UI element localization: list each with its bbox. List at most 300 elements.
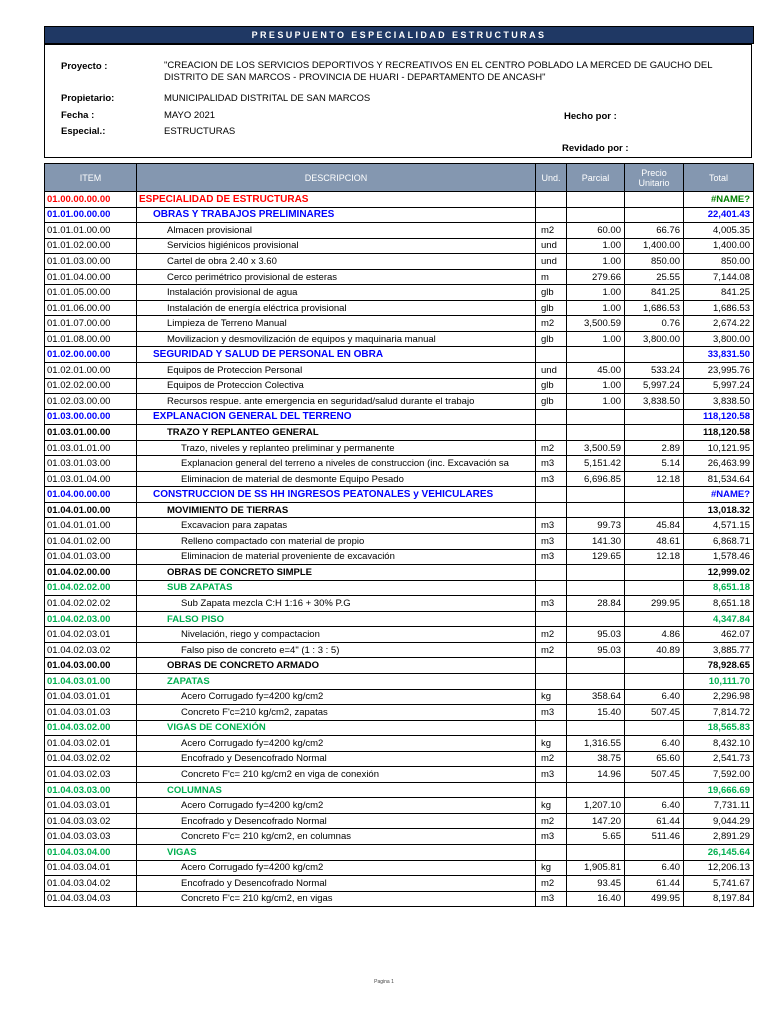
item-cell: 01.02.01.00.00 xyxy=(45,363,137,379)
unit-cell: m3 xyxy=(536,534,567,550)
column-header-precio-unitario: Precio Unitario xyxy=(625,164,684,192)
item-cell: 01.02.00.00.00 xyxy=(45,347,137,363)
parcial-cell: 95.03 xyxy=(567,642,625,658)
precio-unitario-cell: 533.24 xyxy=(625,363,684,379)
description-cell: Eliminacion de material de desmonte Equipo Pesado xyxy=(137,471,536,487)
description-cell: Servicios higiénicos provisional xyxy=(137,238,536,254)
table-row xyxy=(45,502,754,518)
total-cell: 8,197.84 xyxy=(684,891,754,907)
item-cell: 01.04.03.01.00 xyxy=(45,673,137,689)
precio-unitario-cell: 3,800.00 xyxy=(625,331,684,347)
description-cell: MOVIMIENTO DE TIERRAS xyxy=(137,502,536,518)
parcial-cell xyxy=(567,565,625,581)
total-cell: 9,044.29 xyxy=(684,813,754,829)
description-cell: Falso piso de concreto e=4" (1 : 3 : 5) xyxy=(137,642,536,658)
table-row xyxy=(45,829,754,845)
unit-cell: m3 xyxy=(536,518,567,534)
parcial-cell: 279.66 xyxy=(567,269,625,285)
table-row xyxy=(45,207,754,223)
item-cell: 01.03.01.00.00 xyxy=(45,425,137,441)
unit-cell xyxy=(536,720,567,736)
item-cell: 01.04.02.02.02 xyxy=(45,596,137,612)
total-cell: 462.07 xyxy=(684,627,754,643)
total-cell: 4,571.15 xyxy=(684,518,754,534)
parcial-cell: 1.00 xyxy=(567,238,625,254)
unit-cell: kg xyxy=(536,736,567,752)
item-cell: 01.04.00.00.00 xyxy=(45,487,137,503)
unit-cell xyxy=(536,487,567,503)
description-cell: Encofrado y Desencofrado Normal xyxy=(137,751,536,767)
total-cell: 4,347.84 xyxy=(684,611,754,627)
parcial-cell: 1.00 xyxy=(567,285,625,301)
fecha-value: MAYO 2021 xyxy=(164,110,216,121)
total-cell: 5,741.67 xyxy=(684,876,754,892)
item-cell: 01.01.08.00.00 xyxy=(45,331,137,347)
precio-unitario-cell xyxy=(625,580,684,596)
column-header-total: Total xyxy=(684,164,754,192)
proyecto-value: "CREACION DE LOS SERVICIOS DEPORTIVOS Y RECREATIVOS EN EL CENTRO POBLADO LA MERCED DE GAUCHO DEL DISTRITO DE SAN MARCOS - PROVINCIA DE HUARI - DEPARTAMENTO DE ANCASH" xyxy=(164,60,713,83)
table-row xyxy=(45,331,754,347)
table-row xyxy=(45,658,754,674)
table-row xyxy=(45,285,754,301)
total-cell: 26,145.64 xyxy=(684,844,754,860)
unit-cell: m3 xyxy=(536,596,567,612)
table-row xyxy=(45,844,754,860)
precio-unitario-cell: 1,686.53 xyxy=(625,300,684,316)
parcial-cell: 28.84 xyxy=(567,596,625,612)
description-cell: Acero Corrugado fy=4200 kg/cm2 xyxy=(137,736,536,752)
parcial-cell xyxy=(567,425,625,441)
parcial-cell xyxy=(567,844,625,860)
parcial-cell xyxy=(567,580,625,596)
item-cell: 01.04.03.01.01 xyxy=(45,689,137,705)
parcial-cell xyxy=(567,347,625,363)
precio-unitario-cell: 12.18 xyxy=(625,549,684,565)
precio-unitario-cell xyxy=(625,782,684,798)
total-cell: 10,111.70 xyxy=(684,673,754,689)
description-cell: Concreto F'c= 210 kg/cm2 en viga de conexión xyxy=(137,767,536,783)
table-row xyxy=(45,254,754,270)
especial-value: ESTRUCTURAS xyxy=(164,126,236,137)
precio-unitario-cell: 48.61 xyxy=(625,534,684,550)
description-cell: Acero Corrugado fy=4200 kg/cm2 xyxy=(137,689,536,705)
precio-unitario-cell: 850.00 xyxy=(625,254,684,270)
precio-unitario-cell: 61.44 xyxy=(625,813,684,829)
total-cell: 2,891.29 xyxy=(684,829,754,845)
total-cell: 19,666.69 xyxy=(684,782,754,798)
item-cell: 01.04.03.02.00 xyxy=(45,720,137,736)
precio-unitario-cell: 4.86 xyxy=(625,627,684,643)
description-cell: Cerco perimétrico provisional de esteras xyxy=(137,269,536,285)
precio-unitario-cell xyxy=(625,844,684,860)
unit-cell: m2 xyxy=(536,751,567,767)
table-row xyxy=(45,192,754,208)
unit-cell xyxy=(536,658,567,674)
parcial-cell: 129.65 xyxy=(567,549,625,565)
column-header-und: Und. xyxy=(536,164,567,192)
parcial-cell: 38.75 xyxy=(567,751,625,767)
item-cell: 01.03.01.03.00 xyxy=(45,456,137,472)
precio-unitario-cell: 299.95 xyxy=(625,596,684,612)
precio-unitario-cell xyxy=(625,658,684,674)
precio-unitario-cell xyxy=(625,347,684,363)
parcial-cell: 1,905.81 xyxy=(567,860,625,876)
precio-unitario-cell xyxy=(625,409,684,425)
description-cell: Instalación de energía eléctrica provisional xyxy=(137,300,536,316)
precio-unitario-cell xyxy=(625,207,684,223)
table-row xyxy=(45,876,754,892)
description-cell: Equipos de Proteccion Colectiva xyxy=(137,378,536,394)
item-cell: 01.01.05.00.00 xyxy=(45,285,137,301)
total-cell: 1,578.46 xyxy=(684,549,754,565)
total-cell: 81,534.64 xyxy=(684,471,754,487)
unit-cell: und xyxy=(536,363,567,379)
parcial-cell xyxy=(567,673,625,689)
unit-cell xyxy=(536,565,567,581)
item-cell: 01.04.03.03.01 xyxy=(45,798,137,814)
description-cell: Concreto F'c=210 kg/cm2, zapatas xyxy=(137,705,536,721)
item-cell: 01.02.03.00.00 xyxy=(45,394,137,410)
table-row xyxy=(45,673,754,689)
description-cell: SUB ZAPATAS xyxy=(137,580,536,596)
parcial-cell: 1,207.10 xyxy=(567,798,625,814)
unit-cell xyxy=(536,409,567,425)
parcial-cell: 1.00 xyxy=(567,300,625,316)
unit-cell: glb xyxy=(536,378,567,394)
propietario-value: MUNICIPALIDAD DISTRITAL DE SAN MARCOS xyxy=(164,93,371,104)
parcial-cell xyxy=(567,611,625,627)
precio-unitario-cell xyxy=(625,720,684,736)
unit-cell: glb xyxy=(536,300,567,316)
parcial-cell: 358.64 xyxy=(567,689,625,705)
item-cell: 01.04.03.03.00 xyxy=(45,782,137,798)
description-cell: Cartel de obra 2.40 x 3.60 xyxy=(137,254,536,270)
table-row xyxy=(45,565,754,581)
total-cell: 118,120.58 xyxy=(684,409,754,425)
parcial-cell: 1.00 xyxy=(567,378,625,394)
unit-cell: glb xyxy=(536,331,567,347)
precio-unitario-cell: 2.89 xyxy=(625,440,684,456)
unit-cell xyxy=(536,580,567,596)
total-cell: 3,885.77 xyxy=(684,642,754,658)
parcial-cell xyxy=(567,782,625,798)
precio-unitario-cell: 6.40 xyxy=(625,736,684,752)
page-footer: Pagina 1 xyxy=(374,979,394,985)
table-row xyxy=(45,860,754,876)
unit-cell: m2 xyxy=(536,440,567,456)
total-cell: 10,121.95 xyxy=(684,440,754,456)
table-row xyxy=(45,518,754,534)
budget-table xyxy=(44,163,754,907)
unit-cell: und xyxy=(536,238,567,254)
table-row xyxy=(45,611,754,627)
total-cell: 2,674.22 xyxy=(684,316,754,332)
description-cell: Movilizacion y desmovilización de equipos y maquinaria manual xyxy=(137,331,536,347)
description-cell: Limpieza de Terreno Manual xyxy=(137,316,536,332)
parcial-cell: 1.00 xyxy=(567,254,625,270)
total-cell: 8,651.18 xyxy=(684,596,754,612)
item-cell: 01.01.03.00.00 xyxy=(45,254,137,270)
unit-cell: m3 xyxy=(536,471,567,487)
table-row xyxy=(45,223,754,239)
precio-unitario-cell: 6.40 xyxy=(625,860,684,876)
precio-unitario-cell: 3,838.50 xyxy=(625,394,684,410)
precio-unitario-cell: 25.55 xyxy=(625,269,684,285)
fecha-label: Fecha : xyxy=(61,110,95,121)
unit-cell: m3 xyxy=(536,549,567,565)
precio-unitario-cell xyxy=(625,192,684,208)
item-cell: 01.01.06.00.00 xyxy=(45,300,137,316)
description-cell: SEGURIDAD Y SALUD DE PERSONAL EN OBRA xyxy=(137,347,536,363)
unit-cell xyxy=(536,782,567,798)
table-row xyxy=(45,487,754,503)
table-row xyxy=(45,394,754,410)
total-cell: 3,838.50 xyxy=(684,394,754,410)
parcial-cell: 141.30 xyxy=(567,534,625,550)
column-header-descripcion: DESCRIPCION xyxy=(137,164,536,192)
total-cell: #NAME? xyxy=(684,487,754,503)
parcial-cell: 60.00 xyxy=(567,223,625,239)
description-cell: Concreto F'c= 210 kg/cm2, en vigas xyxy=(137,891,536,907)
table-row xyxy=(45,549,754,565)
unit-cell: m2 xyxy=(536,813,567,829)
item-cell: 01.04.03.03.03 xyxy=(45,829,137,845)
unit-cell: m3 xyxy=(536,891,567,907)
description-cell: TRAZO Y REPLANTEO GENERAL xyxy=(137,425,536,441)
item-cell: 01.04.03.04.03 xyxy=(45,891,137,907)
item-cell: 01.04.03.00.00 xyxy=(45,658,137,674)
parcial-cell: 16.40 xyxy=(567,891,625,907)
parcial-cell: 3,500.59 xyxy=(567,316,625,332)
description-cell: Relleno compactado con material de propio xyxy=(137,534,536,550)
precio-unitario-cell: 499.95 xyxy=(625,891,684,907)
description-cell: Instalación provisional de agua xyxy=(137,285,536,301)
total-cell: 8,651.18 xyxy=(684,580,754,596)
total-cell: 23,995.76 xyxy=(684,363,754,379)
unit-cell: m2 xyxy=(536,627,567,643)
item-cell: 01.04.02.03.00 xyxy=(45,611,137,627)
precio-unitario-cell xyxy=(625,611,684,627)
total-cell: 2,296.98 xyxy=(684,689,754,705)
total-cell: 1,400.00 xyxy=(684,238,754,254)
total-cell: 12,206.13 xyxy=(684,860,754,876)
item-cell: 01.04.03.02.02 xyxy=(45,751,137,767)
item-cell: 01.01.00.00.00 xyxy=(45,207,137,223)
unit-cell xyxy=(536,425,567,441)
total-cell: 5,997.24 xyxy=(684,378,754,394)
column-header-item: ITEM xyxy=(45,164,137,192)
document-title: PRESUPUENTO ESPECIALIDAD ESTRUCTURAS xyxy=(44,26,754,44)
precio-unitario-cell: 5,997.24 xyxy=(625,378,684,394)
total-cell: 850.00 xyxy=(684,254,754,270)
unit-cell xyxy=(536,347,567,363)
parcial-cell xyxy=(567,658,625,674)
unit-cell: glb xyxy=(536,285,567,301)
table-row xyxy=(45,456,754,472)
precio-unitario-cell: 507.45 xyxy=(625,705,684,721)
especial-label: Especial.: xyxy=(61,126,106,137)
total-cell: 78,928.65 xyxy=(684,658,754,674)
description-cell: Sub Zapata mezcla C:H 1:16 + 30% P.G xyxy=(137,596,536,612)
description-cell: VIGAS xyxy=(137,844,536,860)
total-cell: 22,401.43 xyxy=(684,207,754,223)
parcial-cell: 6,696.85 xyxy=(567,471,625,487)
description-cell: Encofrado y Desencofrado Normal xyxy=(137,876,536,892)
table-row xyxy=(45,534,754,550)
parcial-cell: 45.00 xyxy=(567,363,625,379)
table-row xyxy=(45,238,754,254)
precio-unitario-cell: 511.46 xyxy=(625,829,684,845)
parcial-cell: 95.03 xyxy=(567,627,625,643)
parcial-cell: 14.96 xyxy=(567,767,625,783)
item-cell: 01.04.01.01.00 xyxy=(45,518,137,534)
project-info-box xyxy=(44,44,752,158)
table-body xyxy=(45,192,754,907)
parcial-cell: 147.20 xyxy=(567,813,625,829)
total-cell: 12,999.02 xyxy=(684,565,754,581)
table-row xyxy=(45,798,754,814)
description-cell: Acero Corrugado fy=4200 kg/cm2 xyxy=(137,798,536,814)
description-cell: Concreto F'c= 210 kg/cm2, en columnas xyxy=(137,829,536,845)
propietario-label: Propietario: xyxy=(61,93,115,104)
parcial-cell: 1.00 xyxy=(567,394,625,410)
parcial-cell: 5,151.42 xyxy=(567,456,625,472)
total-cell: 4,005.35 xyxy=(684,223,754,239)
parcial-cell xyxy=(567,487,625,503)
description-cell: Almacen provisional xyxy=(137,223,536,239)
item-cell: 01.04.03.01.03 xyxy=(45,705,137,721)
precio-unitario-cell xyxy=(625,565,684,581)
table-row xyxy=(45,891,754,907)
description-cell: Eliminacion de material proveniente de excavación xyxy=(137,549,536,565)
unit-cell: m xyxy=(536,269,567,285)
total-cell: 3,800.00 xyxy=(684,331,754,347)
precio-unitario-cell xyxy=(625,425,684,441)
description-cell: ESPECIALIDAD DE ESTRUCTURAS xyxy=(137,192,536,208)
parcial-cell xyxy=(567,207,625,223)
item-cell: 01.03.01.01.00 xyxy=(45,440,137,456)
proyecto-label: Proyecto : xyxy=(61,61,108,72)
description-cell: Explanacion general del terreno a niveles de construccion (inc. Excavación sa xyxy=(137,456,536,472)
item-cell: 01.01.07.00.00 xyxy=(45,316,137,332)
unit-cell: kg xyxy=(536,860,567,876)
total-cell: 841.25 xyxy=(684,285,754,301)
table-row xyxy=(45,409,754,425)
item-cell: 01.03.00.00.00 xyxy=(45,409,137,425)
table-row xyxy=(45,440,754,456)
table-row xyxy=(45,425,754,441)
table-row xyxy=(45,363,754,379)
item-cell: 01.04.01.00.00 xyxy=(45,502,137,518)
description-cell: OBRAS DE CONCRETO SIMPLE xyxy=(137,565,536,581)
unit-cell xyxy=(536,502,567,518)
item-cell: 01.04.03.04.01 xyxy=(45,860,137,876)
unit-cell: und xyxy=(536,254,567,270)
table-row xyxy=(45,580,754,596)
budget-table-wrapper xyxy=(44,163,753,907)
precio-unitario-cell: 1,400.00 xyxy=(625,238,684,254)
precio-unitario-cell: 40.89 xyxy=(625,642,684,658)
table-row xyxy=(45,720,754,736)
precio-unitario-cell: 5.14 xyxy=(625,456,684,472)
unit-cell: m3 xyxy=(536,829,567,845)
unit-cell: kg xyxy=(536,798,567,814)
total-cell: 6,868.71 xyxy=(684,534,754,550)
description-cell: Excavacion para zapatas xyxy=(137,518,536,534)
item-cell: 01.04.01.02.00 xyxy=(45,534,137,550)
parcial-cell xyxy=(567,192,625,208)
precio-unitario-cell xyxy=(625,487,684,503)
table-header-row xyxy=(45,164,754,192)
description-cell: CONSTRUCCION DE SS HH INGRESOS PEATONALES y VEHICULARES xyxy=(137,487,536,503)
item-cell: 01.04.03.02.01 xyxy=(45,736,137,752)
table-row xyxy=(45,813,754,829)
unit-cell xyxy=(536,673,567,689)
description-cell: VIGAS DE CONEXIÓN xyxy=(137,720,536,736)
table-row xyxy=(45,751,754,767)
table-row xyxy=(45,300,754,316)
item-cell: 01.04.01.03.00 xyxy=(45,549,137,565)
table-row xyxy=(45,596,754,612)
column-header-parcial: Parcial xyxy=(567,164,625,192)
description-cell: Equipos de Proteccion Personal xyxy=(137,363,536,379)
total-cell: 7,731.11 xyxy=(684,798,754,814)
unit-cell xyxy=(536,611,567,627)
table-row xyxy=(45,736,754,752)
precio-unitario-cell: 6.40 xyxy=(625,798,684,814)
precio-unitario-cell: 66.76 xyxy=(625,223,684,239)
table-row xyxy=(45,269,754,285)
total-cell: 13,018.32 xyxy=(684,502,754,518)
table-row xyxy=(45,378,754,394)
precio-unitario-cell: 12.18 xyxy=(625,471,684,487)
unit-cell: m2 xyxy=(536,316,567,332)
unit-cell: m2 xyxy=(536,223,567,239)
parcial-cell: 1,316.55 xyxy=(567,736,625,752)
revisado-por-label: Revidado por : xyxy=(562,143,629,154)
total-cell: 1,686.53 xyxy=(684,300,754,316)
item-cell: 01.04.03.03.02 xyxy=(45,813,137,829)
item-cell: 01.00.00.00.00 xyxy=(45,192,137,208)
item-cell: 01.01.01.00.00 xyxy=(45,223,137,239)
description-cell: FALSO PISO xyxy=(137,611,536,627)
item-cell: 01.04.03.04.02 xyxy=(45,876,137,892)
item-cell: 01.04.03.02.03 xyxy=(45,767,137,783)
description-cell: EXPLANACION GENERAL DEL TERRENO xyxy=(137,409,536,425)
precio-unitario-cell: 6.40 xyxy=(625,689,684,705)
total-cell: 8,432.10 xyxy=(684,736,754,752)
parcial-cell: 15.40 xyxy=(567,705,625,721)
table-row xyxy=(45,471,754,487)
table-row xyxy=(45,627,754,643)
item-cell: 01.04.02.03.01 xyxy=(45,627,137,643)
item-cell: 01.01.04.00.00 xyxy=(45,269,137,285)
parcial-cell xyxy=(567,502,625,518)
total-cell: 2,541.73 xyxy=(684,751,754,767)
table-row xyxy=(45,642,754,658)
item-cell: 01.04.02.02.00 xyxy=(45,580,137,596)
item-cell: 01.02.02.00.00 xyxy=(45,378,137,394)
parcial-cell: 3,500.59 xyxy=(567,440,625,456)
unit-cell: m2 xyxy=(536,876,567,892)
table-row xyxy=(45,316,754,332)
precio-unitario-cell xyxy=(625,502,684,518)
table-row xyxy=(45,767,754,783)
item-cell: 01.04.03.04.00 xyxy=(45,844,137,860)
table-row xyxy=(45,347,754,363)
total-cell: 26,463.99 xyxy=(684,456,754,472)
precio-unitario-cell: 841.25 xyxy=(625,285,684,301)
